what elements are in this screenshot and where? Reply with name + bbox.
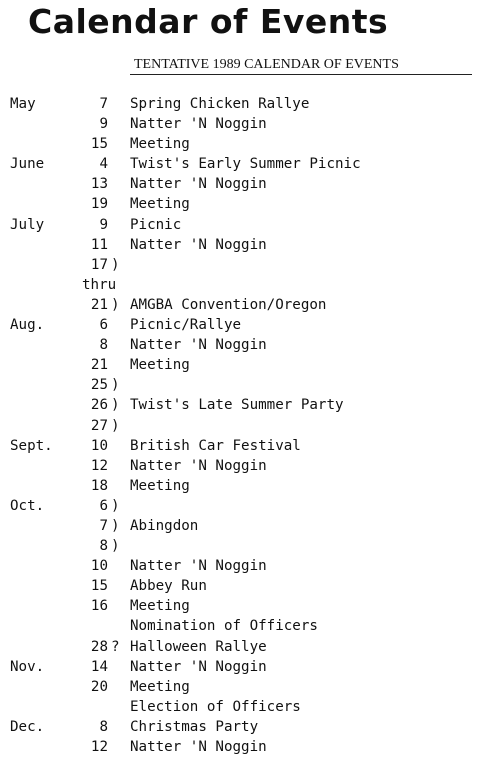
day-number: thru (82, 276, 117, 293)
day-number: 6 (99, 497, 108, 514)
event-name: Picnic (130, 216, 182, 233)
range-bracket: ) (111, 256, 120, 273)
event-name: Meeting (130, 598, 190, 615)
event-row (0, 456, 480, 476)
event-row (0, 516, 480, 536)
event-row (0, 416, 480, 436)
event-row (0, 295, 480, 315)
event-row (0, 174, 480, 194)
event-name: Meeting (130, 136, 190, 153)
event-name: Twist's Late Summer Party (130, 397, 344, 414)
event-name: Meeting (130, 678, 190, 695)
day-number: 8 (99, 337, 108, 354)
day-number: 8 (99, 538, 108, 555)
event-row (0, 114, 480, 134)
event-name: Natter 'N Noggin (130, 739, 267, 755)
range-bracket: ) (111, 538, 120, 555)
event-name: Natter 'N Noggin (130, 457, 267, 474)
day-number: 11 (90, 236, 108, 253)
day-number: 27 (90, 417, 108, 434)
event-row (0, 616, 480, 636)
event-name: Natter 'N Noggin (130, 558, 267, 575)
event-name: AMGBA Convention/Oregon (130, 296, 327, 313)
day-number: 17 (90, 256, 108, 273)
day-number: 21 (90, 296, 108, 313)
event-name: Nomination of Officers (130, 618, 318, 635)
event-row (0, 436, 480, 456)
day-number: 21 (90, 357, 108, 374)
event-name: Meeting (130, 477, 190, 494)
event-name: Halloween Rallye (130, 638, 267, 655)
month-label: Oct. (10, 497, 45, 514)
event-row (0, 335, 480, 355)
day-number: 12 (90, 457, 108, 474)
event-row (0, 657, 480, 677)
event-row (0, 576, 480, 596)
event-row (0, 395, 480, 415)
day-number: 14 (90, 658, 108, 675)
event-row (0, 496, 480, 516)
calendar-subtitle (130, 56, 472, 75)
event-row (0, 717, 480, 737)
event-row (0, 315, 480, 335)
event-row (0, 355, 480, 375)
event-name: Abbey Run (130, 578, 207, 595)
month-label: July (10, 216, 45, 233)
event-name: Meeting (130, 357, 190, 374)
month-label: Dec. (10, 718, 45, 735)
event-row (0, 375, 480, 395)
range-bracket: ) (111, 397, 120, 414)
day-number: 15 (90, 578, 108, 595)
day-number: 19 (90, 196, 108, 213)
day-number: 7 (99, 96, 108, 112)
day-number: 12 (90, 739, 108, 755)
day-number: 9 (99, 216, 108, 233)
event-row (0, 154, 480, 174)
event-row (0, 255, 480, 275)
event-row (0, 275, 480, 295)
event-row (0, 476, 480, 496)
event-name: Meeting (130, 196, 190, 213)
event-name: Natter 'N Noggin (130, 236, 267, 253)
event-name: Natter 'N Noggin (130, 176, 267, 193)
event-name: Election of Officers (130, 698, 301, 715)
day-number: 18 (90, 477, 108, 494)
day-number: 20 (90, 678, 108, 695)
event-row (0, 697, 480, 717)
month-label: June (10, 156, 45, 173)
event-row (0, 235, 480, 255)
event-name: Natter 'N Noggin (130, 658, 267, 675)
day-number: 16 (90, 598, 108, 615)
event-row (0, 637, 480, 657)
event-name: Natter 'N Noggin (130, 116, 267, 133)
event-row (0, 215, 480, 235)
day-number: 15 (90, 136, 108, 153)
month-label: Aug. (10, 317, 45, 334)
event-row (0, 556, 480, 576)
range-bracket: ) (111, 377, 120, 394)
day-number: 4 (99, 156, 108, 173)
day-number: 10 (90, 437, 108, 454)
range-bracket: ) (111, 296, 120, 313)
month-label: May (10, 96, 36, 112)
day-number: 6 (99, 317, 108, 334)
event-name: Natter 'N Noggin (130, 337, 267, 354)
day-number: 26 (90, 397, 108, 414)
event-row (0, 194, 480, 214)
day-number: 8 (99, 718, 108, 735)
event-row (0, 536, 480, 556)
day-number: 25 (90, 377, 108, 394)
day-number: 9 (99, 116, 108, 133)
event-row (0, 677, 480, 697)
event-name: British Car Festival (130, 437, 301, 454)
day-number: 10 (90, 558, 108, 575)
range-bracket: ) (111, 417, 120, 434)
event-row (0, 737, 480, 757)
event-name: Spring Chicken Rallye (130, 96, 310, 112)
event-name: Abingdon (130, 517, 199, 534)
subtitle-text: TENTATIVE 1989 CALENDAR OF EVENTS (134, 57, 399, 72)
range-bracket: ) (111, 497, 120, 514)
month-label: Sept. (10, 437, 53, 454)
range-bracket: ) (111, 517, 120, 534)
day-number: 13 (90, 176, 108, 193)
event-list (0, 94, 480, 757)
day-number: 7 (99, 517, 108, 534)
event-row (0, 94, 480, 114)
event-name: Picnic/Rallye (130, 317, 242, 334)
range-bracket: ? (111, 638, 120, 655)
event-row (0, 134, 480, 154)
event-name: Twist's Early Summer Picnic (130, 156, 361, 173)
event-name: Christmas Party (130, 718, 259, 735)
event-row (0, 596, 480, 616)
page-title: Calendar of Events (28, 2, 389, 41)
month-label: Nov. (10, 658, 45, 675)
day-number: 28 (90, 638, 108, 655)
